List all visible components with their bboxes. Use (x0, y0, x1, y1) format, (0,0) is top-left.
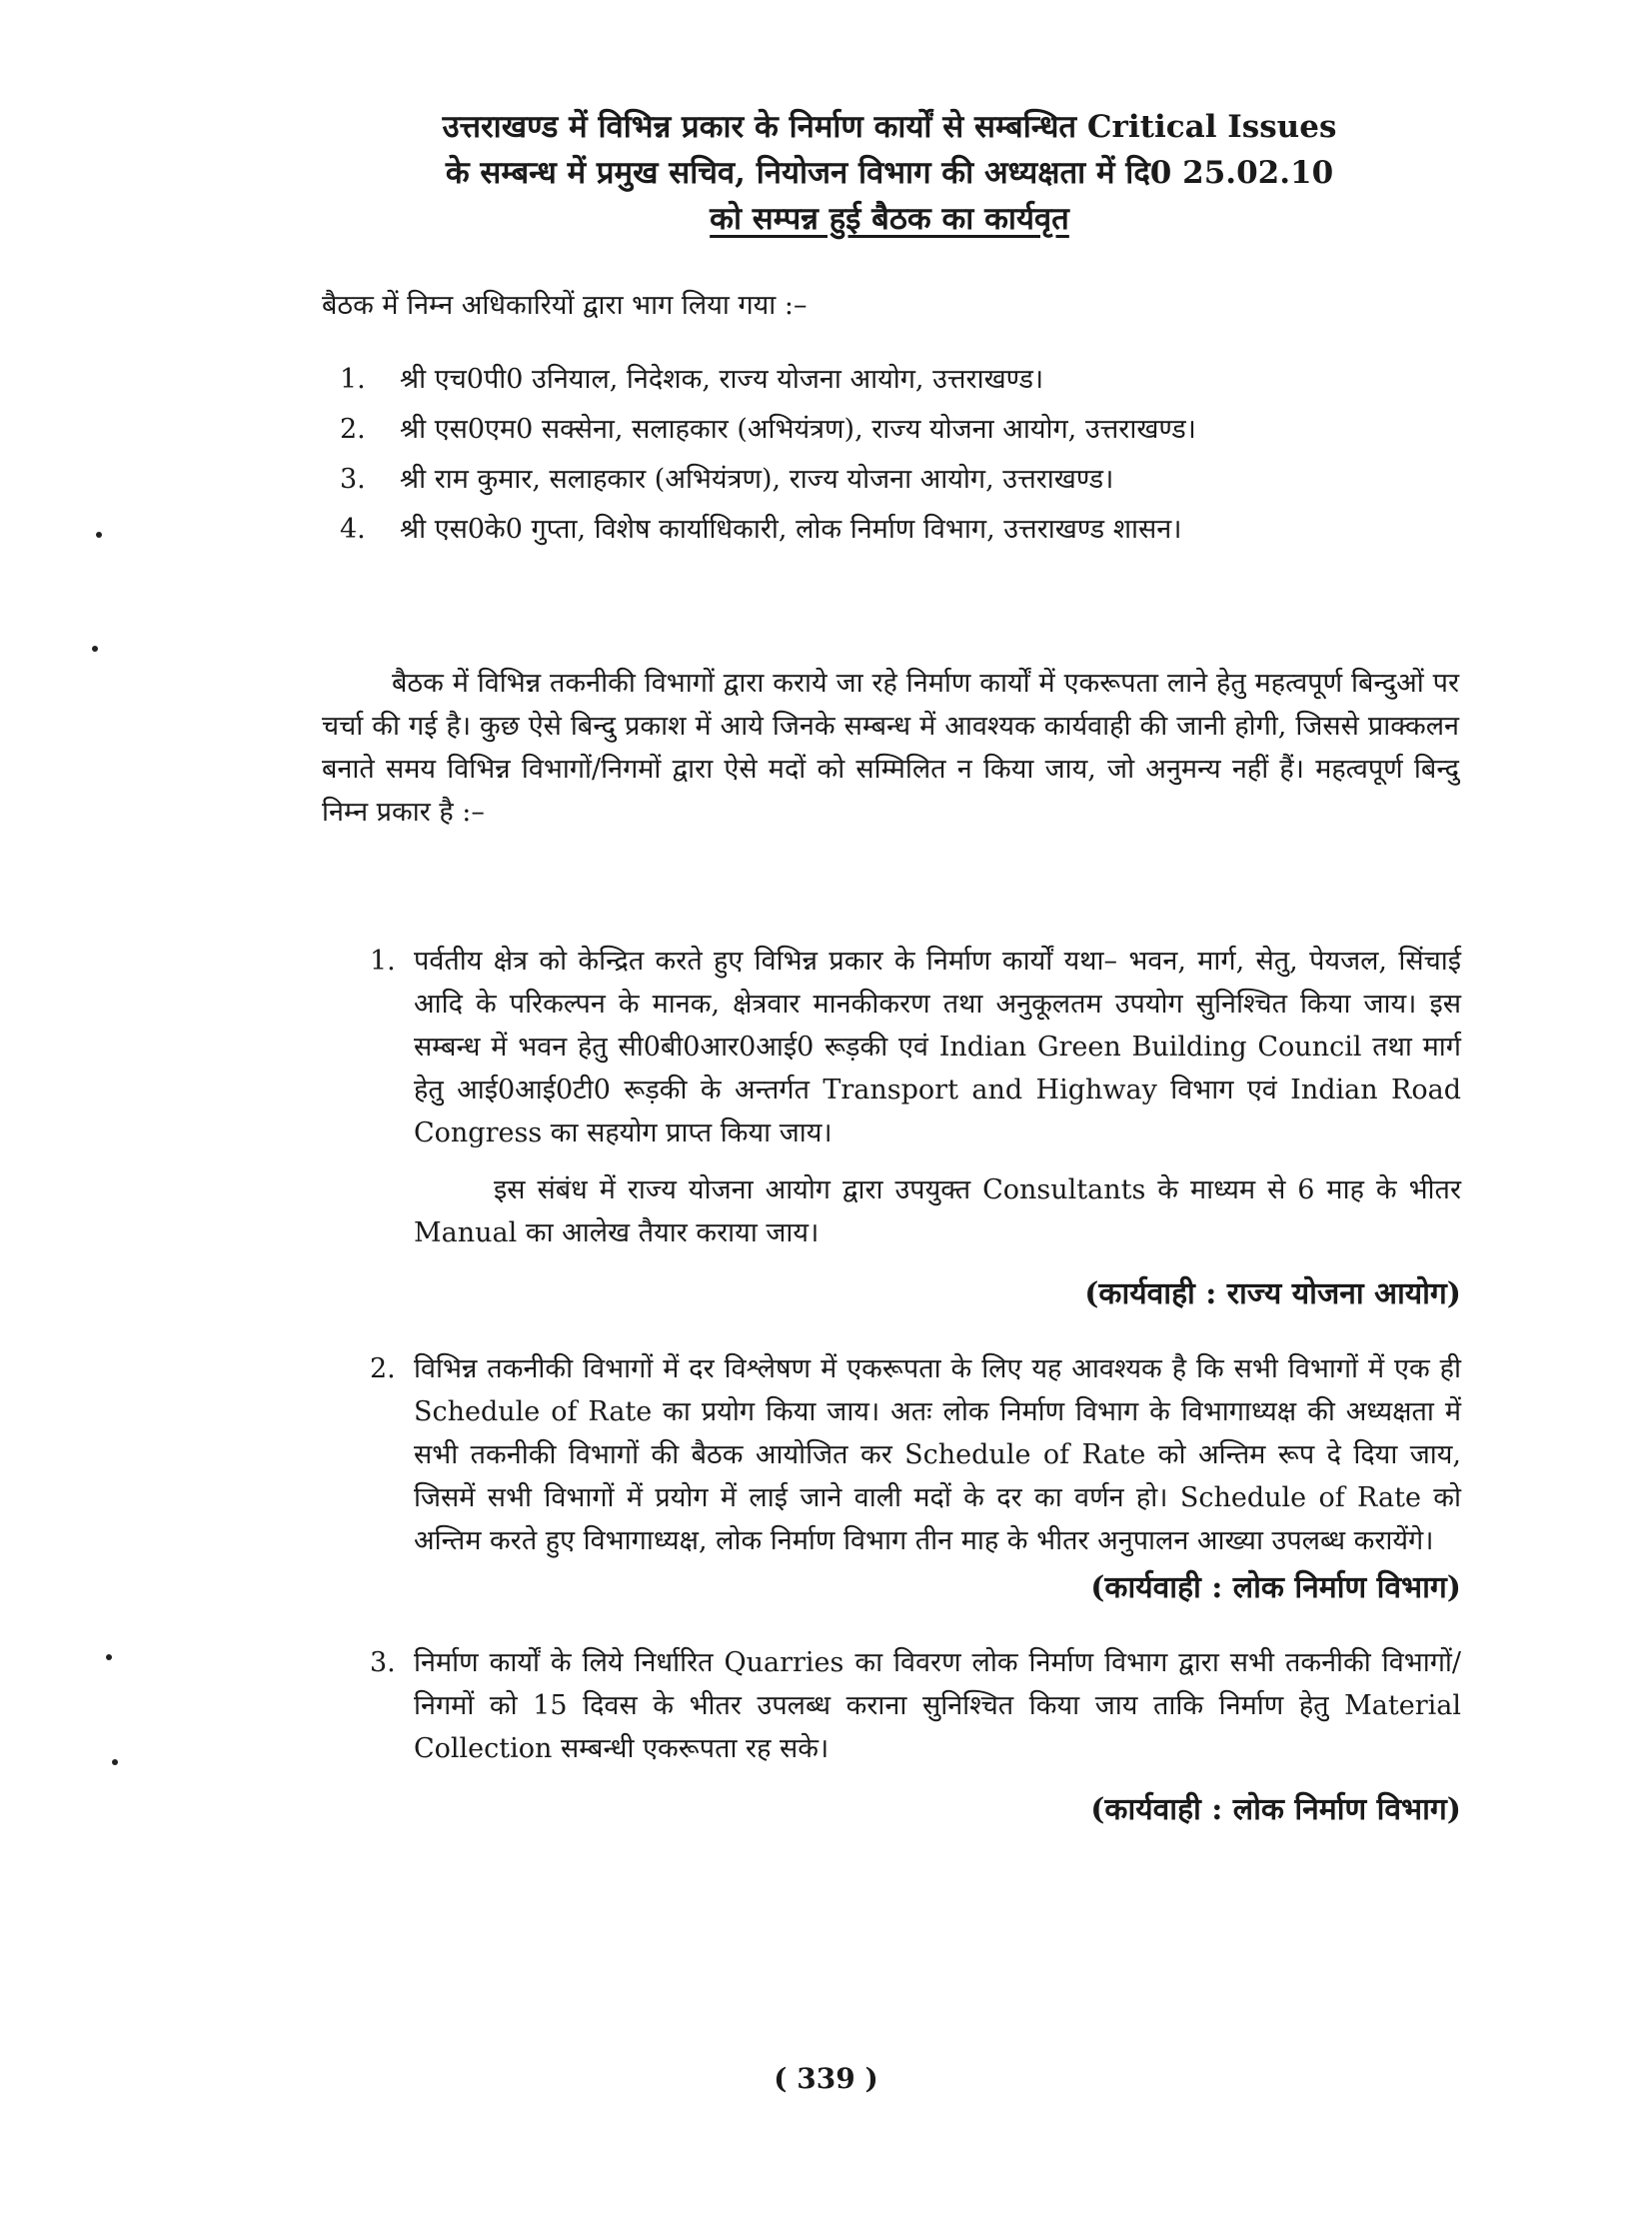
point-item (370, 1641, 1461, 1770)
attendee-text: श्री एस0के0 गुप्ता, विशेष कार्याधिकारी, लोक निर्माण विभाग, उत्तराखण्ड शासन। (400, 514, 1182, 545)
body-paragraph: बैठक में विभिन्न तकनीकी विभागों द्वारा कराये जा रहे निर्माण कार्यों में एकरूपता लाने हेतु महत्वपूर्ण बिन्दुओं पर चर्चा की गई है। कुछ ऐसे बिन्दु प्रकाश में आये जिनके सम्बन्ध में आवश्यक कार्यवाही की जानी होगी, जिससे प्राक्कलन बनाते समय विभिन्न विभागों/निगमों द्वारा ऐसे मदों को सम्मिलित न किया जाय, जो अनुमन्य नहीं हैं। महत्वपूर्ण बिन्दु निम्न प्रकार है :– (322, 668, 1459, 828)
attendee-text: श्री एस0एम0 सक्सेना, सलाहकार (अभियंत्रण), राज्य योजना आयोग, उत्तराखण्ड। (400, 414, 1196, 445)
attendee-list (340, 358, 1459, 558)
document-title (320, 104, 1459, 242)
point-action: (कार्यवाही : लोक निर्माण विभाग) (1090, 1570, 1461, 1605)
attendee-number: 4. (340, 514, 366, 545)
point-action: (कार्यवाही : लोक निर्माण विभाग) (1090, 1792, 1461, 1827)
point-text: विभिन्न तकनीकी विभागों में दर विश्लेषण में एकरूपता के लिए यह आवश्यक है कि सभी विभागों में एक ही Schedule of Rate का प्रयोग किया जाय। अतः लोक निर्माण विभाग के विभागाध्यक्ष की अध्यक्षता में सभी तकनीकी विभागों की बैठक आयोजित कर Schedule of Rate को अन्तिम रूप दे दिया जाय, जिसमें सभी विभागों में प्रयोग में लाई जाने वाली मदों के दर का वर्णन हो। Schedule of Rate को अन्तिम करते हुए विभागाध्यक्ष, लोक निर्माण विभाग तीन माह के भीतर अनुपालन आख्या उपलब्ध करायेंगे। (414, 1353, 1461, 1556)
attendee-item (340, 358, 1459, 402)
point-item (370, 940, 1461, 1154)
attendee-text: श्री एच0पी0 उनियाल, निदेशक, राज्य योजना आयोग, उत्तराखण्ड। (400, 364, 1044, 395)
attendee-item (340, 408, 1459, 452)
point-subtext: इस संबंध में राज्य योजना आयोग द्वारा उपयुक्त Consultants के माध्यम से 6 माह के भीतर Manual का आलेख तैयार कराया जाय। (414, 1174, 1461, 1248)
point-number: 2. (370, 1353, 396, 1384)
point-text: निर्माण कार्यों के लिये निर्धारित Quarries का विवरण लोक निर्माण विभाग द्वारा सभी तकनीकी विभागों/निगमों को 15 दिवस के भीतर उपलब्ध कराना सुनिश्चित किया जाय ताकि निर्माण हेतु Material Collection सम्बन्धी एकरूपता रह सके। (414, 1647, 1461, 1764)
attendee-item (340, 458, 1459, 502)
attendee-number: 1. (340, 364, 366, 395)
point-number: 1. (370, 946, 396, 977)
title-line-1: उत्तराखण्ड में विभिन्न प्रकार के निर्माण कार्यों से सम्बन्धित Critical Issues (442, 109, 1337, 145)
point-action: (कार्यवाही : राज्य योजना आयोग) (1084, 1276, 1461, 1311)
scan-speck (92, 646, 98, 652)
page-number: ( 339 ) (774, 2062, 878, 2095)
point-text: पर्वतीय क्षेत्र को केन्द्रित करते हुए विभिन्न प्रकार के निर्माण कार्यों यथा– भवन, मार्ग, सेतु, पेयजल, सिंचाई आदि के परिकल्पन के मानक, क्षेत्रवार मानकीकरण तथा अनुकूलतम उपयोग सुनिश्चित किया जाय। इस सम्बन्ध में भवन हेतु सी0बी0आर0आई0 रूड़की एवं Indian Green Building Council तथा मार्ग हेतु आई0आई0टी0 रूड़की के अन्तर्गत Transport and Highway विभाग एवं Indian Road Congress का सहयोग प्राप्त किया जाय। (414, 946, 1461, 1148)
point-item (370, 1347, 1461, 1562)
points-list (370, 940, 1461, 1863)
scan-speck (106, 1654, 112, 1660)
scan-speck (96, 532, 102, 538)
attendees-intro: बैठक में निम्न अधिकारियों द्वारा भाग लिया गया :– (322, 290, 808, 321)
attendee-number: 3. (340, 464, 366, 495)
title-line-2: के सम्बन्ध में प्रमुख सचिव, नियोजन विभाग की अध्यक्षता में दि0 25.02.10 (445, 155, 1334, 191)
attendee-text: श्री राम कुमार, सलाहकार (अभियंत्रण), राज्य योजना आयोग, उत्तराखण्ड। (400, 464, 1114, 495)
attendee-number: 2. (340, 414, 366, 445)
scan-speck (112, 1759, 118, 1765)
point-number: 3. (370, 1647, 396, 1678)
title-line-3: को सम्पन्न हुई बैठक का कार्यवृत (710, 201, 1069, 237)
attendee-item (340, 508, 1459, 552)
